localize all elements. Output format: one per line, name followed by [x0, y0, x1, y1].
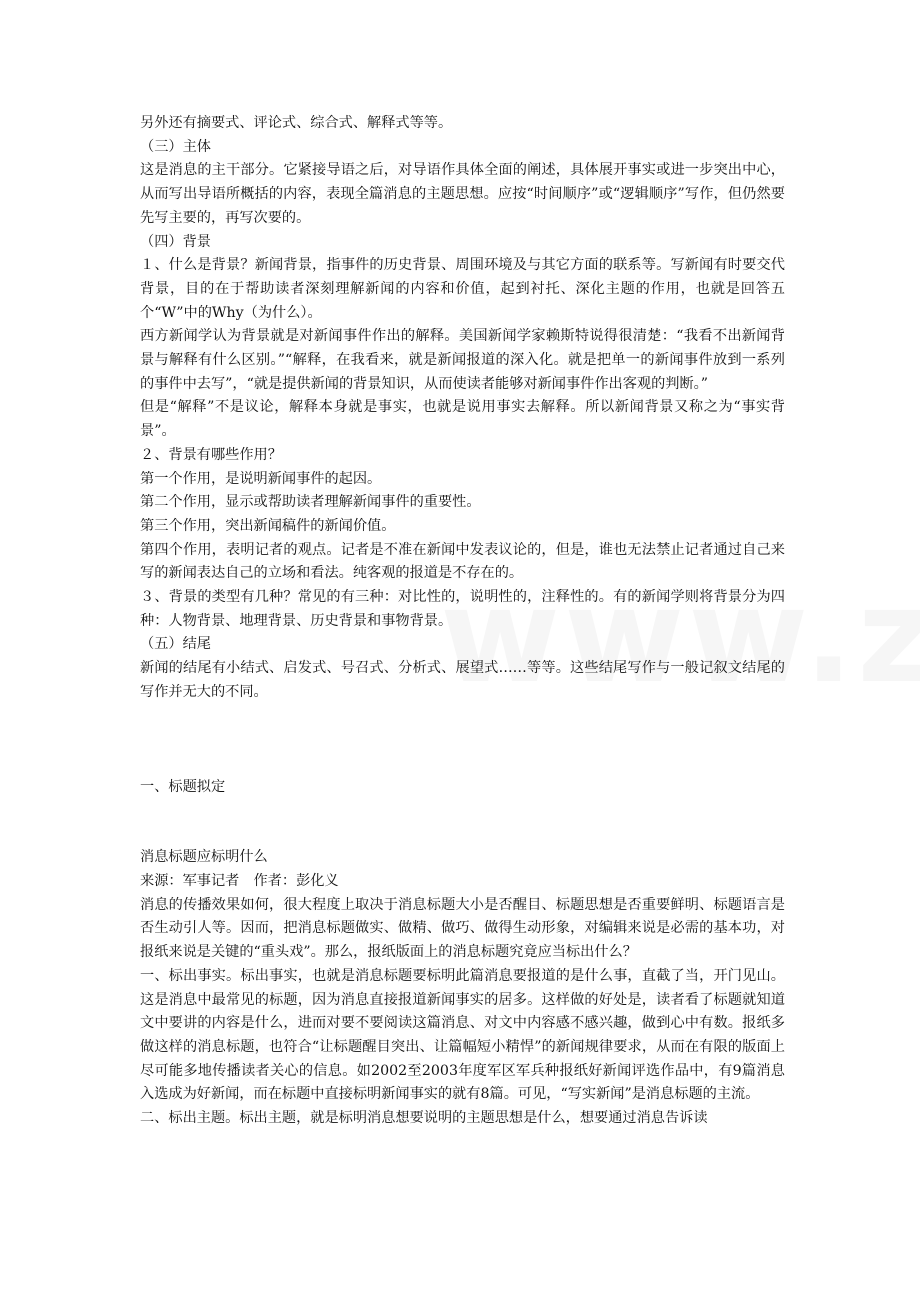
paragraph: 另外还有摘要式、评论式、综合式、解释式等等。	[140, 115, 453, 131]
spacer	[140, 705, 785, 776]
document-body	[140, 112, 785, 1131]
paragraph: 但是“解释”不是议论，解释本身就是事实，也就是说用事实去解释。所以新闻背景又称之为“事实背景”。	[140, 399, 785, 440]
paragraph: 第一个作用，是说明新闻事件的起因。	[140, 470, 382, 487]
paragraph: 第四个作用，表明记者的观点。记者是不准在新闻中发表议论的，但是，谁也无法禁止记者通过自己来写的新闻表达自己的立场和看法。纯客观的报道是不存在的。	[140, 541, 785, 582]
paragraph: 这是消息的主干部分。它紧接导语之后，对导语作具体全面的阐述，具体展开事实或进一步突出中心，从而写出导语所概括的内容，表现全篇消息的主题思想。应按“时间顺序”或“逻辑顺序”写作，但仍然要先写主要的，再写次要的。	[140, 162, 785, 226]
section-heading-body: （三）主体	[140, 138, 211, 155]
chapter-heading: 一、标题拟定	[140, 778, 226, 795]
article-source: 来源：军事记者 作者：彭化义	[140, 872, 339, 889]
paragraph: 第三个作用，突出新闻稿件的新闻价值。	[140, 517, 396, 534]
spacer	[140, 799, 785, 846]
paragraph: ２、背景有哪些作用？	[140, 446, 282, 463]
paragraph: １、什么是背景？新闻背景，指事件的历史背景、周围环境及与其它方面的联系等。写新闻有时要交代背景，目的在于帮助读者深刻理解新闻的内容和价值，起到衬托、深化主题的作用，也就是回答五个“W”中的Why（为什么）。	[140, 257, 785, 321]
section-heading-background: （四）背景	[140, 233, 211, 250]
paragraph: 消息的传播效果如何，很大程度上取决于消息标题大小是否醒目、标题思想是否重要鲜明、标题语言是否生动引人等。因而，把消息标题做实、做精、做巧、做得生动形象，对编辑来说是必需的基本功，对报纸来说是关键的“重头戏”。那么，报纸版面上的消息标题究竟应当标出什么？	[140, 896, 785, 961]
paragraph: ３、背景的类型有几种？常见的有三种：对比性的，说明性的，注释性的。有的新闻学则将背景分为四种：人物背景、地理背景、历史背景和事物背景。	[140, 589, 785, 629]
paragraph: 西方新闻学认为背景就是对新闻事件作出的解释。美国新闻学家赖斯特说得很清楚：“我看不出新闻背景与解释有什么区别。”“解释，在我看来，就是新闻报道的深入化。就是把单一的新闻事件放到一系列的事件中去写”，“就是提供新闻的背景知识，从而使读者能够对新闻事件作出客观的判断。”	[140, 328, 785, 392]
paragraph: 新闻的结尾有小结式、启发式、号召式、分析式、展望式……等等。这些结尾写作与一般记叙文结尾的写作并无大的不同。	[140, 660, 785, 700]
paragraph: 一、标出事实。标出事实，也就是消息标题要标明此篇消息要报道的是什么事，直截了当，开门见山。这是消息中最常见的标题，因为消息直接报道新闻事实的居多。这样做的好处是，读者看了标题就知道文中要讲的内容是什么，进而对要不要阅读这篇消息、对文中内容感不感兴趣，做到心中有数。报纸多做这样的消息标题，也符合“让标题醒目突出、让篇幅短小精悍”的新闻规律要求，从而在有限的版面上尽可能多地传播读者关心的信息。如2002至2003年度军区军兵种报纸好新闻评选作品中，有9篇消息入选成为好新闻，而在标题中直接标明新闻事实的就有8篇。可见，“写实新闻”是消息标题的主流。	[140, 967, 785, 1103]
section-heading-ending: （五）结尾	[140, 636, 211, 653]
paragraph: 第二个作用，显示或帮助读者理解新闻事件的重要性。	[140, 494, 481, 511]
paragraph: 二、标出主题。标出主题，就是标明消息想要说明的主题思想是什么，想要通过消息告诉读	[140, 1110, 708, 1127]
article-title: 消息标题应标明什么	[140, 849, 268, 866]
